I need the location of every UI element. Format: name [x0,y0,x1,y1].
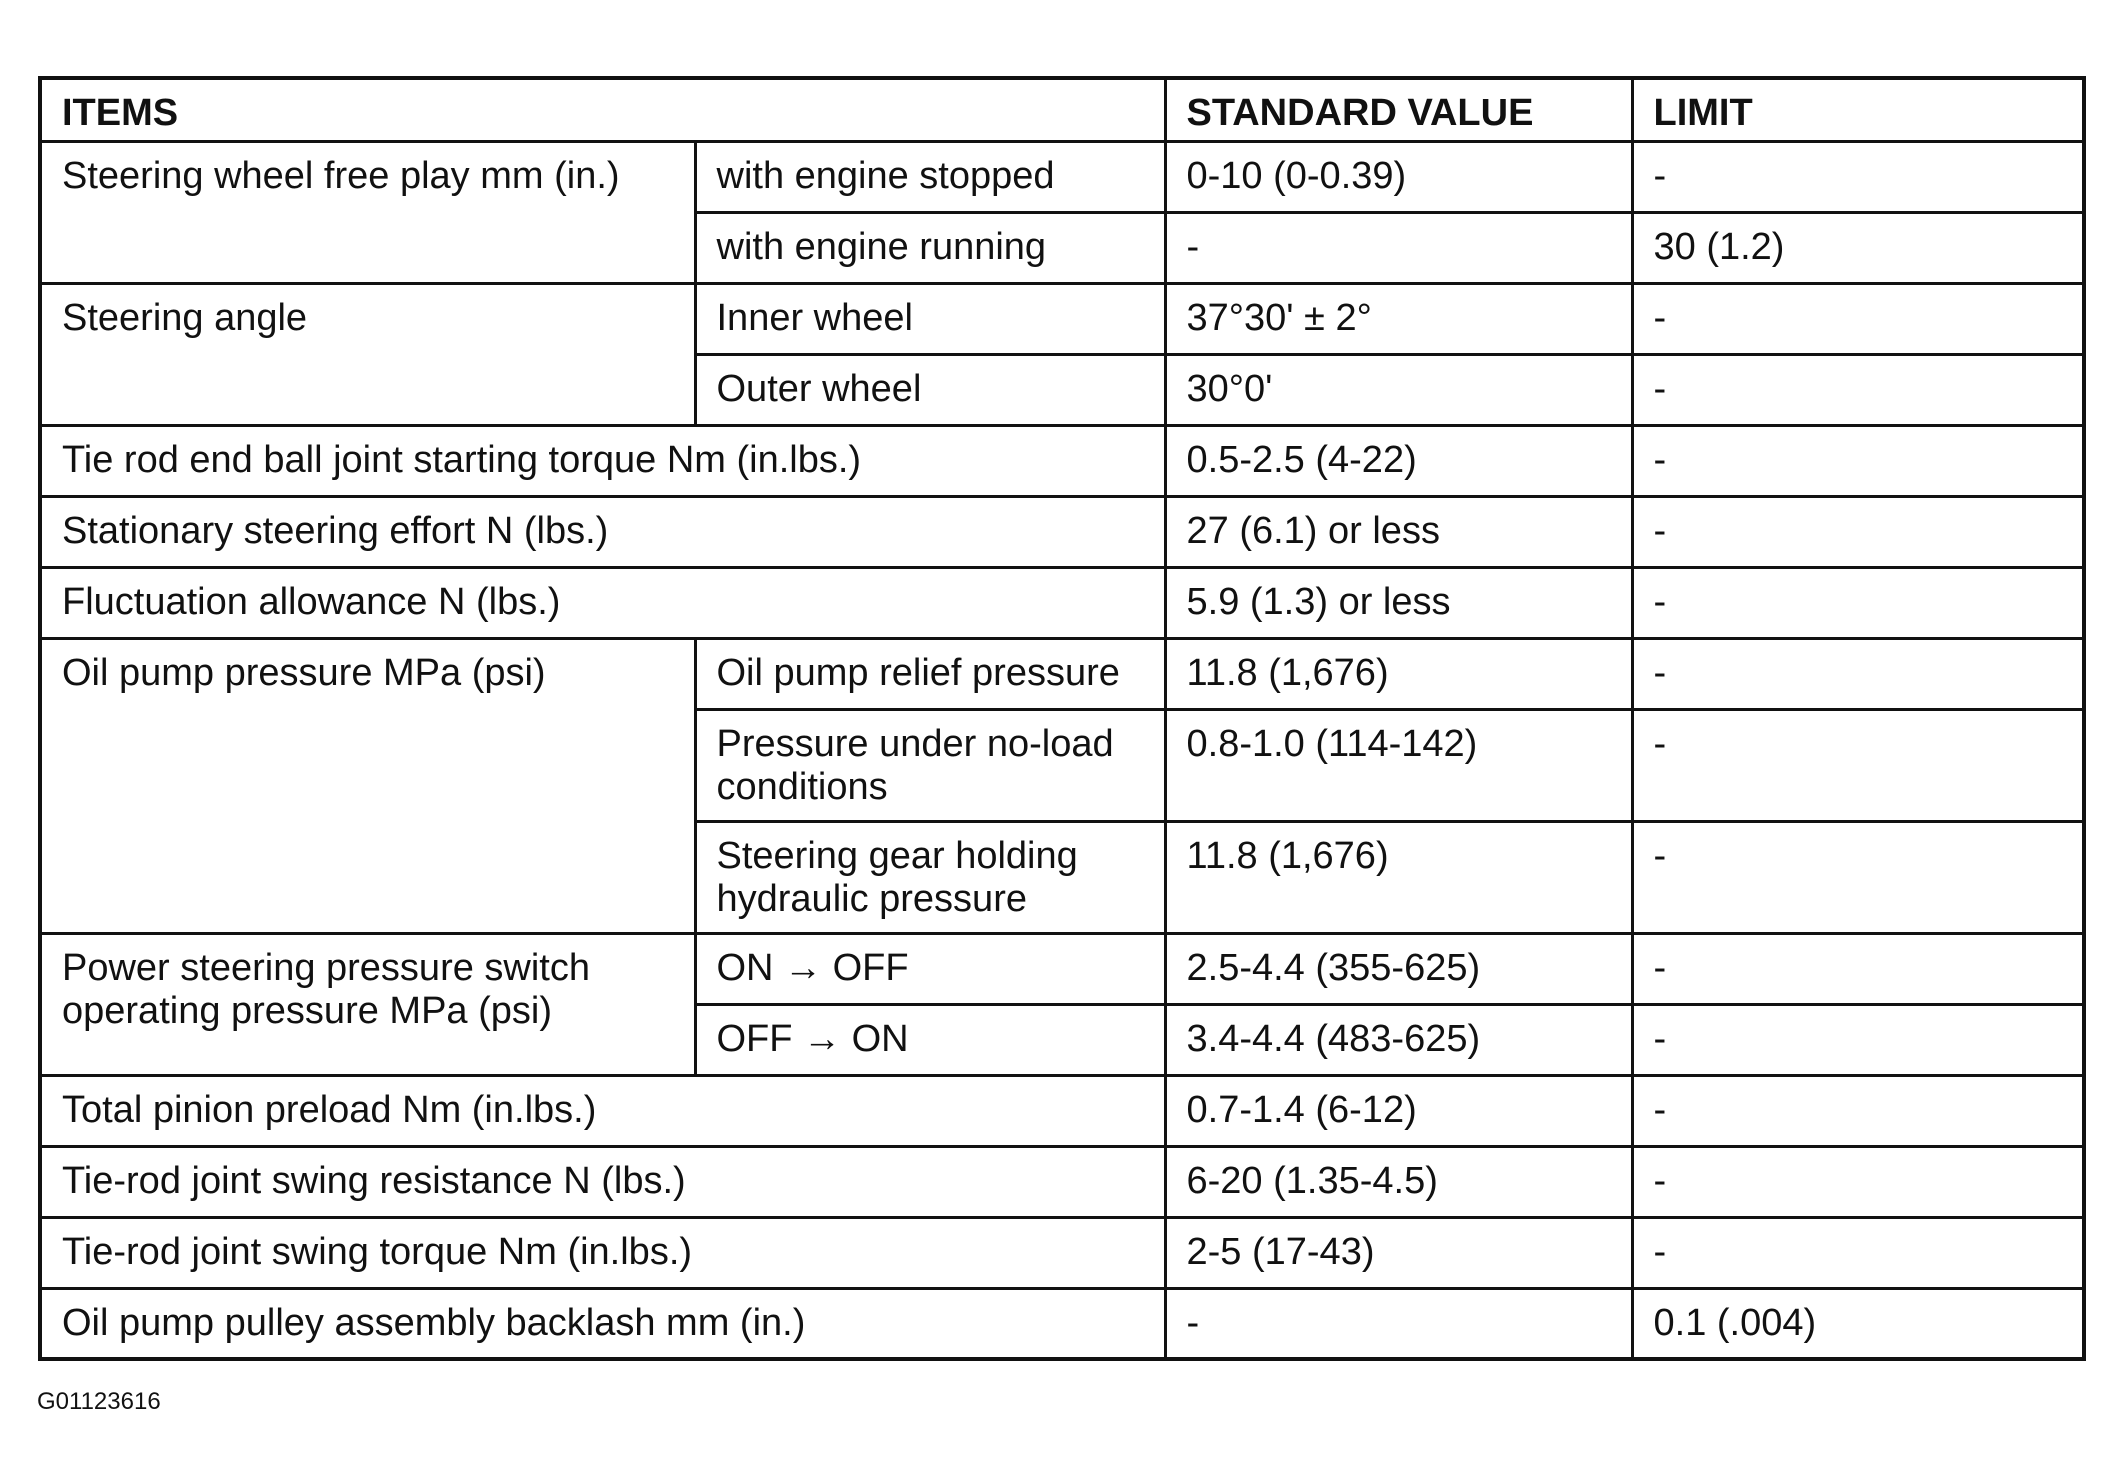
item-cell: Tie rod end ball joint starting torque Nm (in.lbs.) [40,425,1165,496]
sub-item-cell: with engine stopped [695,141,1165,212]
standard-value-cell: 5.9 (1.3) or less [1165,567,1632,638]
sub-item-cell: Outer wheel [695,354,1165,425]
item-cell: Steering wheel free play mm (in.) [40,141,695,283]
standard-value-cell: 0.7-1.4 (6-12) [1165,1075,1632,1146]
table-row [40,1146,2084,1217]
figure-code: G01123616 [37,1388,161,1415]
item-cell: Power steering pressure switch operating pressure MPa (psi) [40,933,695,1075]
limit-cell: - [1632,933,2084,1004]
limit-cell: - [1632,425,2084,496]
limit-cell: - [1632,1217,2084,1288]
table-row [40,283,2084,354]
limit-cell: - [1632,1075,2084,1146]
item-cell: Oil pump pressure MPa (psi) [40,638,695,933]
table-row [40,933,2084,1004]
standard-value-cell: 0-10 (0-0.39) [1165,141,1632,212]
table-row [40,141,2084,212]
standard-value-cell: 2.5-4.4 (355-625) [1165,933,1632,1004]
limit-cell: 30 (1.2) [1632,212,2084,283]
standard-value-cell: 0.5-2.5 (4-22) [1165,425,1632,496]
limit-cell: - [1632,709,2084,821]
standard-value-cell: 27 (6.1) or less [1165,496,1632,567]
standard-value-cell: 2-5 (17-43) [1165,1217,1632,1288]
header-row [40,78,2084,141]
standard-value-cell: 30°0' [1165,354,1632,425]
limit-cell: 0.1 (.004) [1632,1288,2084,1359]
standard-value-cell: 6-20 (1.35-4.5) [1165,1146,1632,1217]
header-limit: LIMIT [1632,78,2084,141]
limit-cell: - [1632,141,2084,212]
sub-item-cell: Oil pump relief pressure [695,638,1165,709]
table-row [40,1288,2084,1359]
standard-value-cell: 37°30' ± 2° [1165,283,1632,354]
table-row [40,425,2084,496]
specification-table [38,76,2086,1361]
limit-cell: - [1632,496,2084,567]
table-row [40,1075,2084,1146]
sub-item-cell: with engine running [695,212,1165,283]
limit-cell: - [1632,638,2084,709]
standard-value-cell: - [1165,212,1632,283]
limit-cell: - [1632,821,2084,933]
item-cell: Tie-rod joint swing torque Nm (in.lbs.) [40,1217,1165,1288]
sub-item-cell: Pressure under no-load conditions [695,709,1165,821]
limit-cell: - [1632,354,2084,425]
item-cell: Total pinion preload Nm (in.lbs.) [40,1075,1165,1146]
item-cell: Oil pump pulley assembly backlash mm (in.) [40,1288,1165,1359]
sub-item-cell: Steering gear holding hydraulic pressure [695,821,1165,933]
limit-cell: - [1632,1146,2084,1217]
standard-value-cell: 11.8 (1,676) [1165,821,1632,933]
standard-value-cell: - [1165,1288,1632,1359]
limit-cell: - [1632,1004,2084,1075]
table-row [40,496,2084,567]
item-cell: Steering angle [40,283,695,425]
standard-value-cell: 11.8 (1,676) [1165,638,1632,709]
standard-value-cell: 0.8-1.0 (114-142) [1165,709,1632,821]
sub-item-cell: OFF → ON [695,1004,1165,1075]
table-row [40,567,2084,638]
limit-cell: - [1632,283,2084,354]
sub-item-cell: Inner wheel [695,283,1165,354]
item-cell: Tie-rod joint swing resistance N (lbs.) [40,1146,1165,1217]
header-standard-value: STANDARD VALUE [1165,78,1632,141]
header-items: ITEMS [40,78,1165,141]
item-cell: Stationary steering effort N (lbs.) [40,496,1165,567]
table-row [40,1217,2084,1288]
table-row [40,638,2084,709]
standard-value-cell: 3.4-4.4 (483-625) [1165,1004,1632,1075]
limit-cell: - [1632,567,2084,638]
item-cell: Fluctuation allowance N (lbs.) [40,567,1165,638]
sub-item-cell: ON → OFF [695,933,1165,1004]
